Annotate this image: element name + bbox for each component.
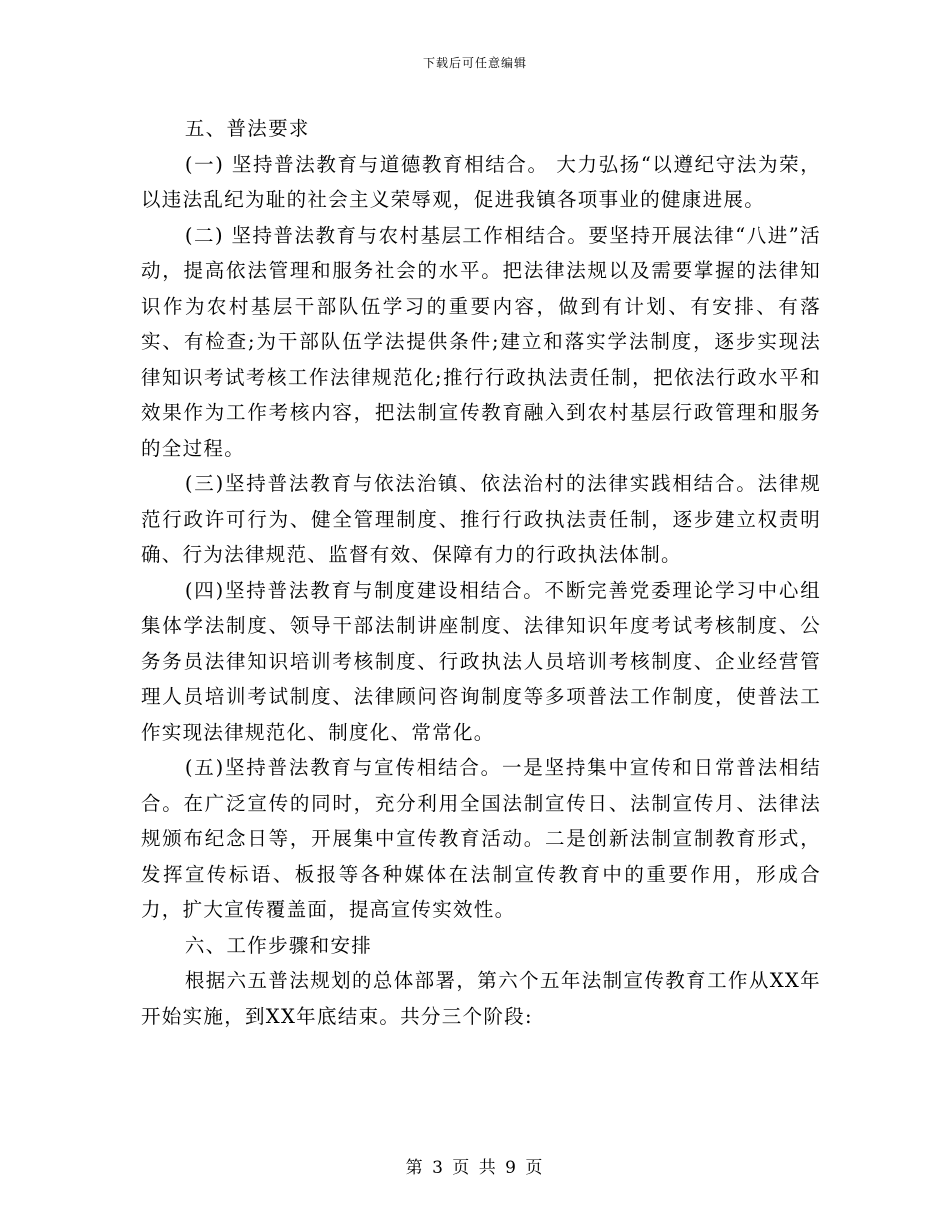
paragraph-6: 根据六五普法规划的总体部署，第六个五年法制宣传教育工作从XX年开始实施，到XX年底结束。共分三个阶段:: [141, 969, 821, 1028]
section-heading-requirements: 五、普法要求: [184, 117, 310, 140]
page-number-footer: 第 3 页 共 9 页: [405, 1158, 545, 1178]
paragraph-2: (二) 坚持普法教育与农村基层工作相结合。要坚持开展法律“八进”活动，提高依法管理和服务社会的水平。把法律法规以及需要掌握的法律知识作为农村基层干部队伍学习的重要内容，做到有计划、有安排、有落实、有检查;为干部队伍学法提供条件;建立和落实学法制度，逐步实现法律知识考试考核工作法律规范化;推行行政执法责任制，把依法行政水平和效果作为工作考核内容，把法制宣传教育融入到农村基层行政管理和服务的全过程。: [141, 223, 821, 460]
paragraph-3: (三)坚持普法教育与依法治镇、依法治村的法律实践相结合。法律规范行政许可行为、健全管理制度、推行行政执法责任制，逐步建立权责明确、行为法律规范、监督有效、保障有力的行政执法体制。: [141, 472, 821, 566]
section-heading-steps: 六、工作步骤和安排: [184, 933, 373, 957]
paragraph-4: (四)坚持普法教育与制度建设相结合。不断完善党委理论学习中心组集体学法制度、领导干部法制讲座制度、法律知识年度考试考核制度、公务务员法律知识培训考核制度、行政执法人员培训考核制度、企业经营管理人员培训考试制度、法律顾问咨询制度等多项普法工作制度，使普法工作实现法律规范化、制度化、常常化。: [141, 578, 821, 744]
page-header-note: 下载后可任意编辑: [422, 56, 527, 70]
document-body: [141, 111, 821, 1034]
paragraph-5: (五)坚持普法教育与宣传相结合。一是坚持集中宣传和日常普法相结合。在广泛宣传的同时，充分利用全国法制宣传日、法制宣传月、法律法规颁布纪念日等，开展集中宣传教育活动。二是创新法制宣制教育形式，发挥宣传标语、板报等各种媒体在法制宣传教育中的重要作用，形成合力，扩大宣传覆盖面，提高宣传实效性。: [141, 756, 821, 921]
paragraph-1: (一) 坚持普法教育与道德教育相结合。 大力弘扬“以遵纪守法为荣，以违法乱纪为耻的社会主义荣辱观，促进我镇各项事业的健康进展。: [141, 152, 821, 211]
